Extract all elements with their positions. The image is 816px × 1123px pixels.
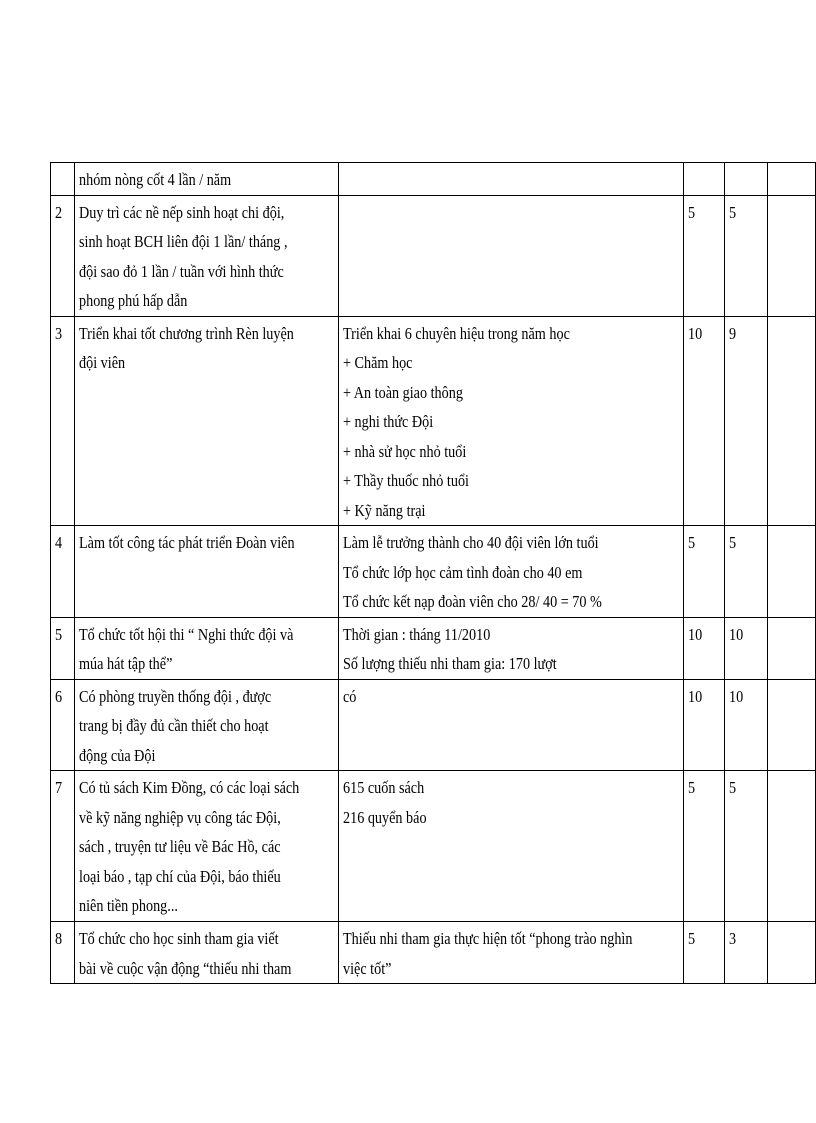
task-cell xyxy=(74,316,338,526)
self-score-cell-value: 5 xyxy=(729,533,737,552)
result-cell xyxy=(339,195,684,316)
max-score-cell-value: 5 xyxy=(687,929,695,948)
self-score-cell-value: 9 xyxy=(729,323,737,343)
self-score-cell-value: 10 xyxy=(729,686,744,706)
self-score-cell-value: 3 xyxy=(729,929,737,948)
task-cell-line: Có phòng truyền thống đội , được xyxy=(78,686,272,706)
task-cell xyxy=(74,163,338,196)
max-score-cell xyxy=(683,163,725,196)
task-cell-line: Làm tốt công tác phát triển Đoàn viên xyxy=(78,533,295,552)
note-cell xyxy=(767,679,815,771)
result-cell xyxy=(339,163,684,196)
task-cell-line: Tổ chức cho học sinh tham gia viết xyxy=(78,929,279,948)
note-cell xyxy=(767,617,815,679)
max-score-cell-value: 10 xyxy=(687,323,702,343)
self-score-cell xyxy=(725,617,767,679)
result-cell-line: + An toàn giao thông xyxy=(343,382,464,402)
self-score-cell xyxy=(725,679,767,771)
task-cell-line: Có tủ sách Kim Đồng, có các loại sách xyxy=(78,778,300,797)
row-number-value: 7 xyxy=(55,778,63,797)
task-cell-line: múa hát tập thể” xyxy=(78,654,173,673)
self-score-cell xyxy=(725,771,767,922)
self-score-cell xyxy=(725,195,767,316)
max-score-cell-value: 10 xyxy=(687,624,702,644)
task-cell-line: bài về cuộc vận động “thiếu nhi tham xyxy=(78,958,292,978)
result-cell-line: Triển khai 6 chuyên hiệu trong năm học xyxy=(343,323,570,343)
note-cell xyxy=(767,922,815,984)
row-number xyxy=(51,771,75,922)
max-score-cell-value: 5 xyxy=(687,533,695,552)
max-score-cell xyxy=(683,679,725,771)
task-cell-line: Tổ chức tốt hội thi “ Nghi thức đội và xyxy=(78,624,294,644)
self-score-cell-value: 5 xyxy=(729,202,737,222)
max-score-cell-value: 5 xyxy=(687,202,695,222)
row-number xyxy=(51,617,75,679)
result-cell-line: Số lượng thiếu nhi tham gia: 170 lượt xyxy=(343,654,557,673)
table-row xyxy=(51,526,816,618)
row-number-value: 2 xyxy=(55,202,63,222)
max-score-cell-value: 5 xyxy=(687,778,695,797)
result-cell xyxy=(339,679,684,771)
row-number-value: 8 xyxy=(55,929,63,948)
task-cell-line: sinh hoạt BCH liên đội 1 lần/ tháng , xyxy=(78,232,288,251)
result-cell-line: Làm lễ trưởng thành cho 40 đội viên lớn tuổi xyxy=(343,533,599,552)
max-score-cell xyxy=(683,316,725,526)
evaluation-table xyxy=(50,162,816,984)
task-cell-line: loại báo , tạp chí của Đội, báo thiếu xyxy=(78,866,281,886)
result-cell xyxy=(339,316,684,526)
row-number-value: 4 xyxy=(55,533,63,552)
result-cell-line: việc tốt” xyxy=(343,958,392,978)
max-score-cell xyxy=(683,617,725,679)
task-cell-line: trang bị đầy đủ cần thiết cho hoạt xyxy=(78,716,269,735)
row-number-value: 6 xyxy=(55,686,63,706)
max-score-cell xyxy=(683,195,725,316)
note-cell xyxy=(767,195,815,316)
table-row xyxy=(51,679,816,771)
table-row xyxy=(51,922,816,984)
result-cell xyxy=(339,771,684,922)
table-row xyxy=(51,163,816,196)
task-cell xyxy=(74,526,338,618)
result-cell-line: Tổ chức kết nạp đoàn viên cho 28/ 40 = 70 % xyxy=(343,592,602,611)
table-row xyxy=(51,195,816,316)
table-row xyxy=(51,771,816,922)
result-cell-line: + nhà sử học nhỏ tuổi xyxy=(343,441,467,461)
result-cell-line: có xyxy=(343,686,357,706)
task-cell xyxy=(74,617,338,679)
task-cell xyxy=(74,771,338,922)
table-body xyxy=(51,163,816,984)
row-number xyxy=(51,679,75,771)
task-cell-line: động của Đội xyxy=(78,745,156,765)
table-row xyxy=(51,316,816,526)
self-score-cell-value: 5 xyxy=(729,778,737,797)
task-cell-line: Triển khai tốt chương trình Rèn luyện xyxy=(78,323,294,343)
task-cell-line: sách , truyện tư liệu về Bác Hồ, các xyxy=(78,837,281,856)
row-number xyxy=(51,316,75,526)
result-cell-line: + Chăm học xyxy=(343,353,413,372)
result-cell xyxy=(339,922,684,984)
task-cell-line: phong phú hấp dẫn xyxy=(78,291,188,310)
row-number-value: 5 xyxy=(55,624,63,644)
task-cell-line: niên tiền phong... xyxy=(78,896,178,915)
table-row xyxy=(51,617,816,679)
max-score-cell xyxy=(683,771,725,922)
row-number xyxy=(51,922,75,984)
task-cell-line: đội sao đỏ 1 lần / tuần với hình thức xyxy=(78,261,284,281)
row-number xyxy=(51,163,75,196)
result-cell-line: + nghi thức Đội xyxy=(343,412,434,431)
row-number xyxy=(51,526,75,618)
max-score-cell xyxy=(683,922,725,984)
self-score-cell-value: 10 xyxy=(729,624,744,644)
task-cell-line: đội viên xyxy=(78,353,126,372)
task-cell xyxy=(74,679,338,771)
result-cell-line: Thời gian : tháng 11/2010 xyxy=(343,624,491,644)
max-score-cell xyxy=(683,526,725,618)
result-cell xyxy=(339,526,684,618)
result-cell-line: 216 quyển báo xyxy=(343,807,427,827)
note-cell xyxy=(767,771,815,922)
result-cell-line: Tổ chức lớp học cảm tình đoàn cho 40 em xyxy=(343,562,583,582)
self-score-cell xyxy=(725,163,767,196)
note-cell xyxy=(767,163,815,196)
result-cell-line: 615 cuốn sách xyxy=(343,778,425,797)
max-score-cell-value: 10 xyxy=(687,686,702,706)
self-score-cell xyxy=(725,316,767,526)
row-number-value: 3 xyxy=(55,323,63,343)
task-cell-line: Duy trì các nề nếp sinh hoạt chi đội, xyxy=(78,202,285,222)
result-cell-line: + Thầy thuốc nhỏ tuổi xyxy=(343,471,470,490)
note-cell xyxy=(767,316,815,526)
task-cell xyxy=(74,195,338,316)
self-score-cell xyxy=(725,922,767,984)
task-cell-line: về kỹ năng nghiệp vụ công tác Đội, xyxy=(78,807,281,827)
row-number xyxy=(51,195,75,316)
result-cell xyxy=(339,617,684,679)
task-cell-line: nhóm nòng cốt 4 lần / năm xyxy=(78,170,232,189)
result-cell-line: Thiếu nhi tham gia thực hiện tốt “phong trào nghìn xyxy=(343,929,633,948)
self-score-cell xyxy=(725,526,767,618)
task-cell xyxy=(74,922,338,984)
result-cell-line: + Kỹ năng trại xyxy=(343,500,426,520)
note-cell xyxy=(767,526,815,618)
